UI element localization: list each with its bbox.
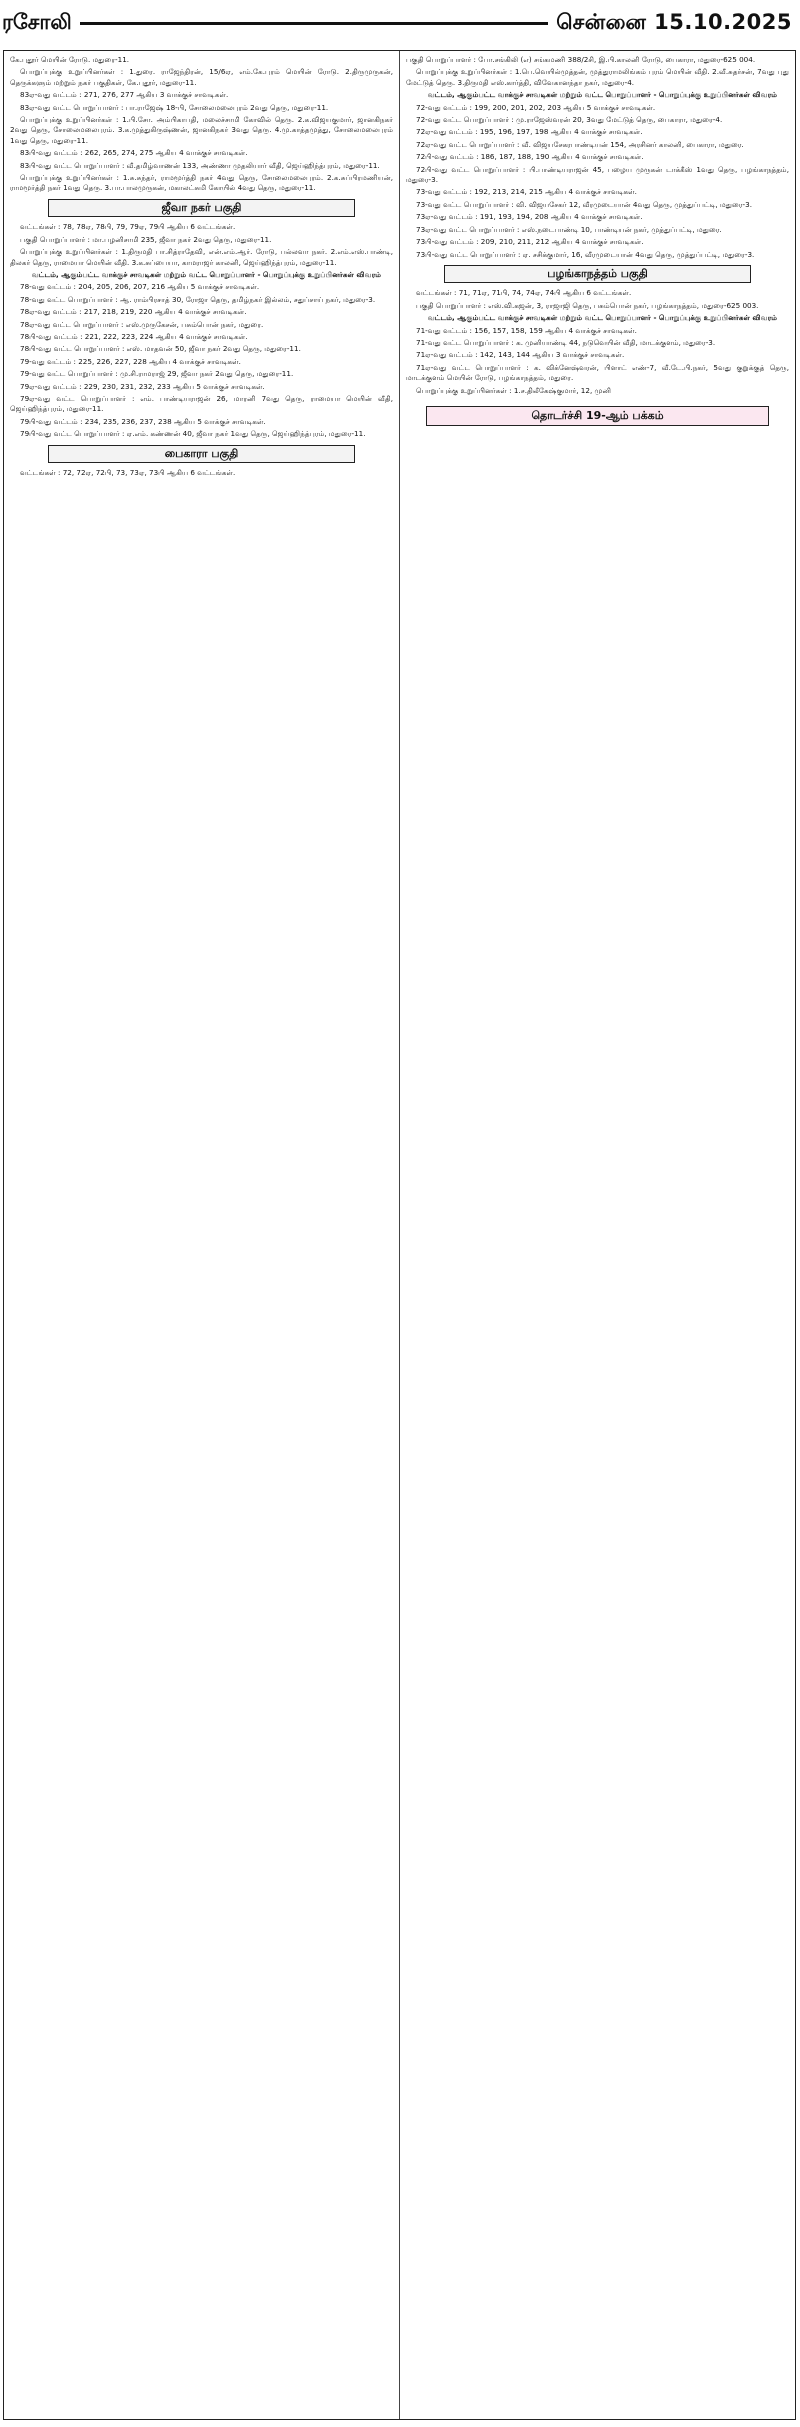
paragraph: 79-வது வட்டம் : 225, 226, 227, 228 ஆகிய 4 வாக்குச் சாவடிகள். [20, 356, 241, 366]
masthead-rule [80, 22, 549, 25]
masthead [0, 0, 800, 46]
paragraph: 71-வது வட்டம் : 156, 157, 158, 159 ஆகிய 4 வாக்குச் சாவடிகள். [416, 325, 637, 335]
subsection-note: வட்டம், ஆகும்பட்ட வாக்குச் சாவடிகள் மற்றும் வட்ட பொறுப்பாளர் - பொறுப்புக்கு உறுப்பினர்கள் விவரம் [31, 269, 382, 279]
paragraph: 72ஏ-வது வட்டம் : 195, 196, 197, 198 ஆகிய 4 வாக்குச் சாவடிகள். [416, 127, 643, 137]
paragraph: 79பி-வது வட்ட பொறுப்பாளர் : ஏ.எம். கண்ணன் 40, ஜீவா நகர் 1வது தெரு, ஜெய்ஹிந்த்புரம், மதுரை-11. [20, 429, 366, 439]
paragraph: பகுதி பொறுப்பாளர் : மா.பழனிசாமி 235, ஜீவா நகர் 2வது தெரு, மதுரை-11. [20, 234, 272, 244]
paragraph: வட்டங்கள் : 72, 72ஏ, 72பி, 73, 73ஏ, 73பி ஆகிய 6 வட்டங்கள். [20, 468, 236, 477]
section-heading-jeeva-nagar: ஜீவா நகர் பகுதி [48, 199, 355, 217]
paragraph: 71ஏ-வது வட்டம் : 142, 143, 144 ஆகிய 3 வாக்குச் சாவடிகள். [416, 350, 625, 360]
paragraph: வட்டங்கள் : 71, 71ஏ, 71பி, 74, 74ஏ, 74பி ஆகிய 6 வட்டங்கள். [416, 288, 632, 298]
paragraph: 79பி-வது வட்டம் : 234, 235, 236, 237, 238 ஆகிய 5 வாக்குச் சாவடிகள். [20, 416, 266, 426]
paragraph: 78ஏ-வது வட்ட பொறுப்பாளர் : எஸ்.முருகேசன், பசும்பொன் நகர், மதுரை. [20, 319, 264, 329]
paragraph: 73-வது வட்டம் : 192, 213, 214, 215 ஆகிய 4 வாக்குச் சாவடிகள். [416, 187, 637, 197]
paragraph: 73-வது வட்ட பொறுப்பாளர் : வி. விஜயசேகர் 12, வீரமுடையான் 4வது தெரு, முத்துப்பட்டி, மதுரை-3. [416, 199, 752, 209]
paragraph: 72ஏ-வது வட்ட பொறுப்பாளர் : வீ. விஜயசேகரபாண்டியன் 154, அரசினர் காலனி, பைகாரா, மதுரை. [416, 139, 744, 149]
paragraph: 73பி-வது வட்டம் : 209, 210, 211, 212 ஆகிய 4 வாக்குச் சாவடிகள். [416, 237, 644, 247]
paragraph: பொறுப்புக்கு உறுப்பினர்கள் : 1.பி.சோ. அம்பிகாபதி, மலைச்சாமி கோவில் தெரு. 2.க.விஜயகுமார், ஜானகிநகர் 2வது தெரு, சோலைமலைபுரம். 3.க.முத்துகிருஷ்ணன், ஜானகிநகர் 3வது தெரு. 4.மு.காத்தமுத்து, சோலைமலைபுரம் 1வது தெரு, மதுரை-11. [10, 115, 393, 145]
paragraph: 78ஏ-வது வட்டம் : 217, 218, 219, 220 ஆகிய 4 வாக்குச் சாவடிகள். [20, 307, 247, 317]
section-heading-palanganatham: பழங்காநத்தம் பகுதி [444, 265, 751, 283]
paragraph: 78பி-வது வட்ட பொறுப்பாளர் : எஸ். மாதவன் 50, ஜீவா நகர் 2வது தெரு, மதுரை-11. [20, 344, 301, 354]
paragraph: 83ஏ-வது வட்டம் : 271, 276, 277 ஆகிய 3 வாக்குச் சாவடிகள். [20, 90, 229, 100]
subsection-note: வட்டம், ஆகும்பட்ட வாக்குச் சாவடிகள் மற்றும் வட்ட பொறுப்பாளர் - பொறுப்புக்கு உறுப்பினர்கள் விவரம் [427, 313, 778, 323]
paragraph: 73பி-வது வட்ட பொறுப்பாளர் : ஏ. சசிக்குமார், 16, வீரமுடையான் 4வது தெரு, முத்துப்பட்டி, மதுரை-3. [416, 249, 755, 259]
paragraph: கே.புதூர் மெயின் ரோடு. மதுரை-11. [10, 55, 130, 64]
paragraph: 78-வது வட்டம் : 204, 205, 206, 207, 216 ஆகிய 5 வாக்குச் சாவடிகள். [20, 282, 260, 292]
paragraph: 83பி-வது வட்டம் : 262, 265, 274, 275 ஆகிய 4 வாக்குச் சாவடிகள். [20, 148, 248, 158]
right-column [399, 51, 795, 2419]
paragraph: 79-வது வட்ட பொறுப்பாளர் : மு.சி.ராமராஜ் 29, ஜீவா நகர் 2வது தெரு, மதுரை-11. [20, 369, 294, 379]
paragraph: பகுதி பொறுப்பாளர் : போ.சங்கிலி (எ) சங்கமணி 388/2சி, இ.பி.காலனி ரோடு, பைகாரா, மதுரை-625 004. [406, 55, 756, 64]
subsection-note: வட்டம், ஆகும்பட்ட வாக்குச் சாவடிகள் மற்றும் வட்ட பொறுப்பாளர் - பொறுப்புக்கு உறுப்பினர்கள் விவரம் [427, 90, 778, 100]
paragraph: பொறுப்புக்கு உறுப்பினர்கள் : 1.துரை. ராஜேந்திரன், 15/6ஏ, எம்.கே.புரம் மெயின் ரோடு. 2.திருமுருகன், தெருக்களும் மற்றும் நகர் பகுதிகள், கே.புதூர், மதுரை-11. [10, 67, 393, 87]
paragraph: 78பி-வது வட்டம் : 221, 222, 223, 224 ஆகிய 4 வாக்குச் சாவடிகள். [20, 331, 248, 341]
paragraph: வட்டங்கள் : 78, 78ஏ, 78பி, 79, 79ஏ, 79பி ஆகிய 6 வட்டங்கள். [20, 222, 236, 232]
paragraph: 78-வது வட்ட பொறுப்பாளர் : ஆ. ராம்பிரசாத் 30, ரோஜா தெரு, தமிழ்நகர் இல்லம், சதுப்சாய் நகர், மதுரை-3. [20, 294, 376, 304]
paragraph: பொறுப்புக்கு உறுப்பினர்கள் : 1.பெ.வெயில்முத்தன், முத்துராமலிங்கம் புரம் மெயின் வீதி. 2.வீ.சுதர்சன், 7வது புது மேட்டுத் தெரு. 3.திருமதி எஸ்.கார்த்தி, விவேகானந்தா நகர், மதுரை-4. [406, 67, 789, 87]
paragraph: 72-வது வட்ட பொறுப்பாளர் : மு.ராஜேஸ்வரன் 20, 3வது மேட்டுத் தெரு, பைகாரா, மதுரை-4. [416, 115, 723, 125]
masthead-city-date: சென்னை 15.10.2025 [556, 9, 792, 34]
paragraph: 79ஏ-வது வட்டம் : 229, 230, 231, 232, 233 ஆகிய 5 வாக்குச் சாவடிகள். [20, 381, 265, 391]
paragraph: பகுதி பொறுப்பாளர் : எஸ்.வி.கஜன், 3, ராஜாஜி தெரு, பசும்பொன் நகர், பழங்காநத்தம், மதுரை-625 003. [416, 300, 759, 310]
paragraph: 83பி-வது வட்ட பொறுப்பாளர் : வீ.தமிழ்வாணன் 133, அண்ணா முதலியார் வீதி, ஜெய்ஹிந்த்புரம், மதுரை-11. [20, 160, 380, 170]
left-column [4, 51, 399, 2419]
paragraph: 72பி-வது வட்டம் : 186, 187, 188, 190 ஆகிய 4 வாக்குச் சாவடிகள். [416, 152, 644, 162]
continued-on-page-label: தொடர்ச்சி 19-ஆம் பக்கம் [426, 406, 769, 426]
article-columns [3, 50, 796, 2420]
masthead-section-name: ரசோலி [2, 9, 72, 34]
paragraph: பொறுப்புக்கு உறுப்பினர்கள் : 1.சு.சுந்தர், ராமமூர்த்தி நகர் 4வது தெரு, சோலைமலைபுரம். 2.க.சுப்பிரமணியன், ராமமூர்த்தி நகர் 1வது தெரு. 3.பா.பாலமுருகன், மகாலட்சுமி கோயில் 4வது தெரு, மதுரை-11. [10, 173, 393, 193]
paragraph: 83ஏ-வது வட்ட பொறுப்பாளர் : பா.ராஜேஷ் 18-பி, சோலைமலைபுரம் 2வது தெரு, மதுரை-11. [20, 102, 329, 112]
paragraph: 79ஏ-வது வட்ட பொறுப்பாளர் : எம். பாண்டியராஜன் 26, மாரனி 7வது தெரு, ராமையா மெயின் வீதி, ஜெய்ஹிந்த்புரம், மதுரை-11. [10, 393, 393, 414]
paragraph: 71-வது வட்ட பொறுப்பாளர் : க. முனியாண்டி 44, நடுவெயின் வீதி, மாடக்குளம், மதுரை-3. [416, 337, 716, 347]
paragraph: 72பி-வது வட்ட பொறுப்பாளர் : பி.பாண்டியராஜன் 45, பழைய முருகன் டாக்கீஸ் 1வது தெரு, பழங்காநத்தம், மதுரை-3. [406, 164, 789, 185]
paragraph: 73ஏ-வது வட்ட பொறுப்பாளர் : எஸ்.நடைபாண்டி 10, பாண்டியன் நகர், முத்துப்பட்டி, மதுரை. [416, 224, 722, 234]
paragraph: 73ஏ-வது வட்டம் : 191, 193, 194, 208 ஆகிய 4 வாக்குச் சாவடிகள். [416, 212, 643, 222]
paragraph: பொறுப்புக்கு உறுப்பினர்கள் : 1.ச.திலீகேஷ்குமார், 12, முனி [416, 385, 612, 395]
paragraph: பொறுப்புக்கு உறுப்பினர்கள் : 1.திருமதி பா.சித்ராதேவி, என்.எம்.ஆர். ரோடு, பல்லவா நகர். 2.எம்.எஸ்.பாண்டி, திலகர் தெரு, ராமையா மெயின் வீதி. 3.க.சுப்பையா, காமராஜர் காலனி, ஜெய்ஹிந்த்புரம், மதுரை-11. [10, 247, 393, 267]
paragraph: 72-வது வட்டம் : 199, 200, 201, 202, 203 ஆகிய 5 வாக்குச் சாவடிகள். [416, 102, 656, 112]
section-heading-paikara: பைகாரா பகுதி [48, 445, 355, 463]
paragraph: 71ஏ-வது வட்ட பொறுப்பாளர் : க. விக்னேஷ்வரன், பிளாட் எண்-7, வீ.டே.பி.நகர், 5வது குறுக்குத் தெரு, மாடக்குளம் மெயின் ரோடு, பழங்காநத்தம், மதுரை. [406, 362, 789, 383]
